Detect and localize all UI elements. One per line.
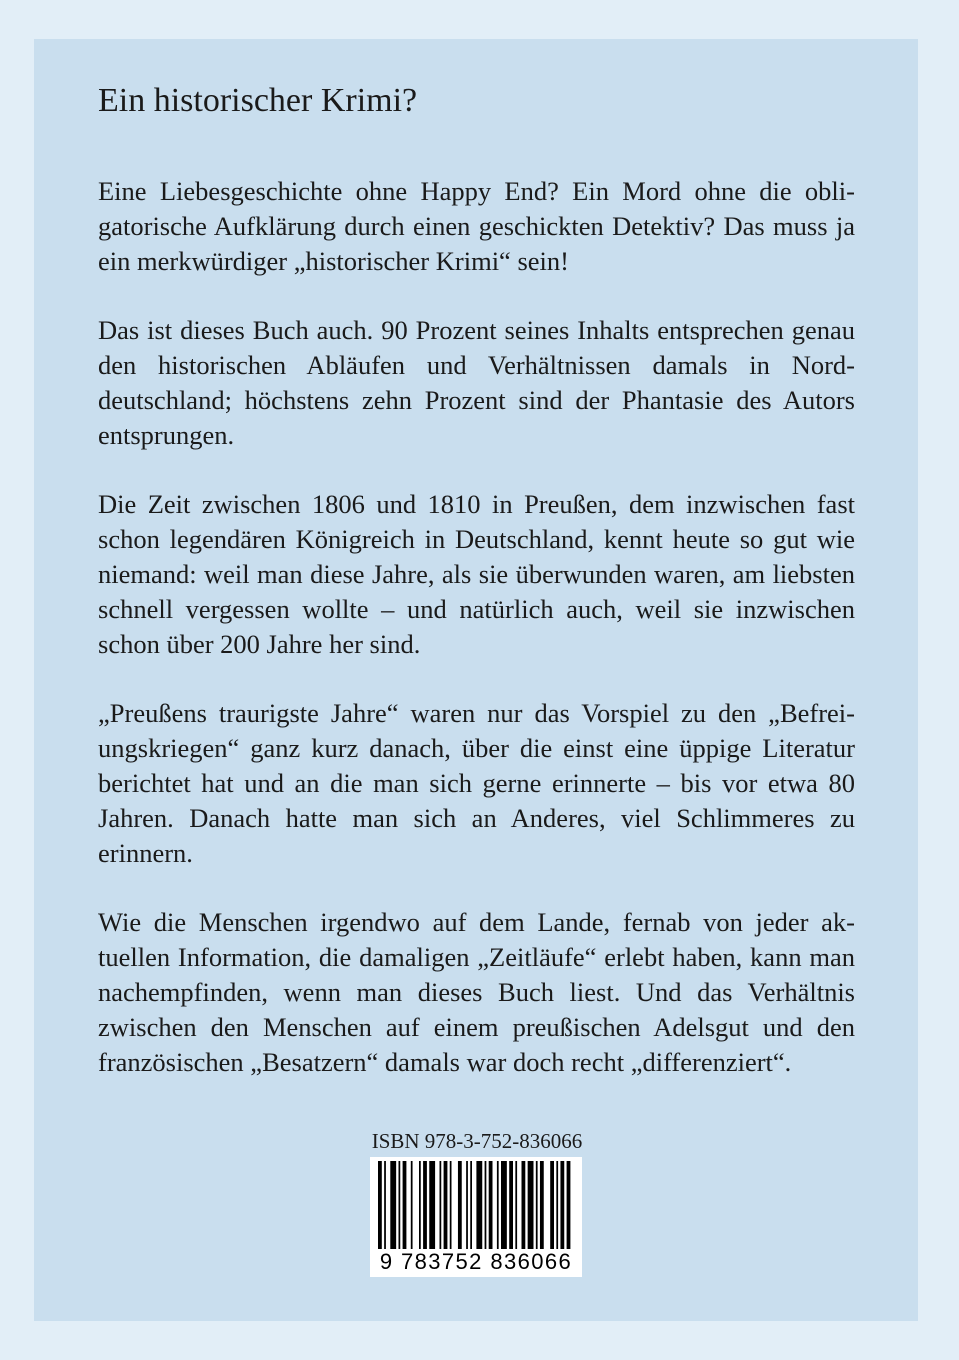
barcode bbox=[370, 1157, 582, 1277]
paragraph-4: „Preußens traurigste Jahre“ waren nur das Vorspiel zu den „Befreiungskriegen“ ganz kurz danach, über die einst eine üppige Literatur berichtet hat und an die man sich gerne erinnerte – bis vor etwa 80 Jahren. Danach hatte man sich an Anderes, viel Schlimmeres zu erinnern. bbox=[98, 698, 855, 868]
barcode-bar bbox=[419, 1161, 421, 1249]
barcode-bar bbox=[470, 1161, 472, 1249]
barcode-bar bbox=[560, 1161, 564, 1249]
barcode-bar bbox=[444, 1161, 448, 1249]
barcode-bar bbox=[509, 1161, 513, 1249]
barcode-bar bbox=[515, 1161, 517, 1249]
barcode-bar bbox=[536, 1161, 538, 1249]
barcode-bar bbox=[399, 1161, 401, 1249]
barcode-digits: 9 783752 836066 bbox=[370, 1249, 582, 1275]
barcode-bar bbox=[384, 1161, 386, 1249]
paragraph-1: Eine Liebesgeschichte ohne Happy End? Ein Mord ohne die obligatorische Aufklärung durch einen geschickten Detektiv? Das muss ja ein merkwürdiger „historischer Krimi“ sein! bbox=[98, 176, 855, 276]
isbn-label: ISBN 978-3-752-836066 bbox=[371, 1129, 583, 1153]
barcode-bar bbox=[522, 1161, 526, 1249]
barcode-bar bbox=[450, 1161, 452, 1249]
barcode-bar bbox=[390, 1161, 396, 1249]
barcode-bar bbox=[528, 1161, 534, 1249]
barcode-bar bbox=[489, 1161, 493, 1249]
paragraph-2: Das ist dieses Buch auch. 90 Prozent seines Inhalts entsprechen genau den historischen Abläufen und Verhältnissen damals in Norddeutschland; höchstens zehn Prozent sind der Phantasie des Autors entsprungen. bbox=[98, 315, 855, 450]
barcode-bar bbox=[567, 1161, 571, 1249]
barcode-bar bbox=[411, 1161, 413, 1249]
barcode-bar bbox=[497, 1161, 499, 1249]
paragraph-3: Die Zeit zwischen 1806 und 1810 in Preußen, dem inzwischen fast schon legendären Königreich in Deutschland, kennt heute so gut wie niemand: weil man diese Jahre, als sie überwunden waren, am liebsten schnell vergessen wollte – und natürlich auch, weil sie inzwischen schon über 200 Jahre her sind. bbox=[98, 489, 855, 659]
barcode-bar bbox=[403, 1161, 407, 1249]
barcode-bar bbox=[550, 1161, 554, 1249]
barcode-bar bbox=[458, 1161, 462, 1249]
barcode-bar bbox=[423, 1161, 427, 1249]
barcode-bar bbox=[440, 1161, 442, 1249]
barcode-bar bbox=[429, 1161, 435, 1249]
paragraph-5: Wie die Menschen irgendwo auf dem Lande, fernab von jeder aktuellen Information, die damaligen „Zeitläufe“ erlebt haben, kann man nachempfinden, wenn man dieses Buch liest. Und das Verhältnis zwischen den Menschen auf einem preußischen Adelsgut und den französischen „Besatzern“ damals war doch recht „differenziert“. bbox=[98, 907, 855, 1077]
barcode-bar bbox=[378, 1161, 382, 1249]
barcode-bar bbox=[466, 1161, 468, 1249]
barcode-bar bbox=[501, 1161, 507, 1249]
cover-heading: Ein historischer Krimi? bbox=[98, 82, 418, 119]
barcode-bar bbox=[556, 1161, 558, 1249]
barcode-bar bbox=[540, 1161, 544, 1249]
barcode-bar bbox=[485, 1161, 487, 1249]
back-cover-text bbox=[98, 78, 855, 1114]
barcode-bar bbox=[476, 1161, 482, 1249]
